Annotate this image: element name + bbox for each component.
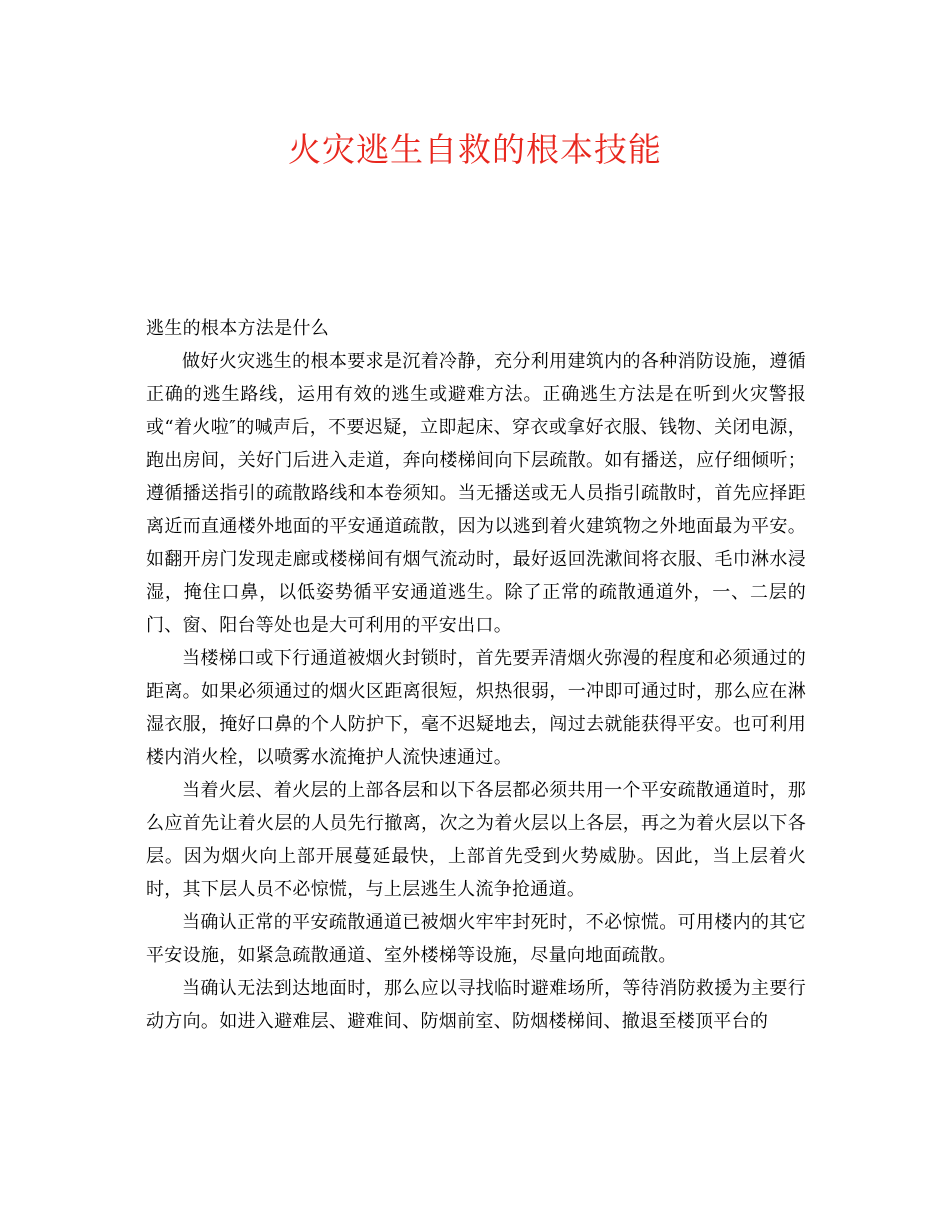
document-title: 火灾逃生自救的根本技能	[288, 130, 662, 169]
document-body	[146, 312, 806, 1038]
paragraph-3: 当着火层、着火层的上部各层和以下各层都必须共用一个平安疏散通道时，那么应首先让着火层的人员先行撤离，次之为着火层以上各层，再之为着火层以下各层。因为烟火向上部开展蔓延最快，上部首先受到火势威胁。因此，当上层着火时，其下层人员不必惊慌，与上层逃生人流争抢通道。	[146, 780, 806, 900]
section-heading: 逃生的根本方法是什么	[146, 318, 329, 339]
paragraph-2: 当楼梯口或下行通道被烟火封锁时，首先要弄清烟火弥漫的程度和必须通过的距离。如果必须通过的烟火区距离很短，炽热很弱，一冲即可通过时，那么应在淋湿衣服，掩好口鼻的个人防护下，毫不迟疑地去，闯过去就能获得平安。也可利用楼内消火栓，以喷雾水流掩护人流快速通过。	[146, 648, 806, 768]
paragraph-4: 当确认正常的平安疏散通道已被烟火牢牢封死时，不必惊慌。可用楼内的其它平安设施，如紧急疏散通道、室外楼梯等设施，尽量向地面疏散。	[146, 912, 806, 966]
paragraph-1: 做好火灾逃生的根本要求是沉着冷静，充分利用建筑内的各种消防设施，遵循正确的逃生路线，运用有效的逃生或避难方法。正确逃生方法是在听到火灾警报或“着火啦″的喊声后，不要迟疑，立即起床、穿衣或拿好衣服、钱物、关闭电源，跑出房间，关好门后进入走道，奔向楼梯间向下层疏散。如有播送，应仔细倾听；遵循播送指引的疏散路线和本卷须知。当无播送或无人员指引疏散时，首先应择距离近而直通楼外地面的平安通道疏散，因为以逃到着火建筑物之外地面最为平安。如翻开房门发现走廊或楼梯间有烟气流动时，最好返回洗漱间将衣服、毛巾淋水浸湿，掩住口鼻，以低姿势循平安通道逃生。除了正常的疏散通道外，一、二层的门、窗、阳台等处也是大可利用的平安出口。	[146, 351, 806, 636]
paragraph-5: 当确认无法到达地面时，那么应以寻找临时避难场所，等待消防救援为主要行动方向。如进入避难层、避难间、防烟前室、防烟楼梯间、撤退至楼顶平台的	[146, 978, 806, 1032]
